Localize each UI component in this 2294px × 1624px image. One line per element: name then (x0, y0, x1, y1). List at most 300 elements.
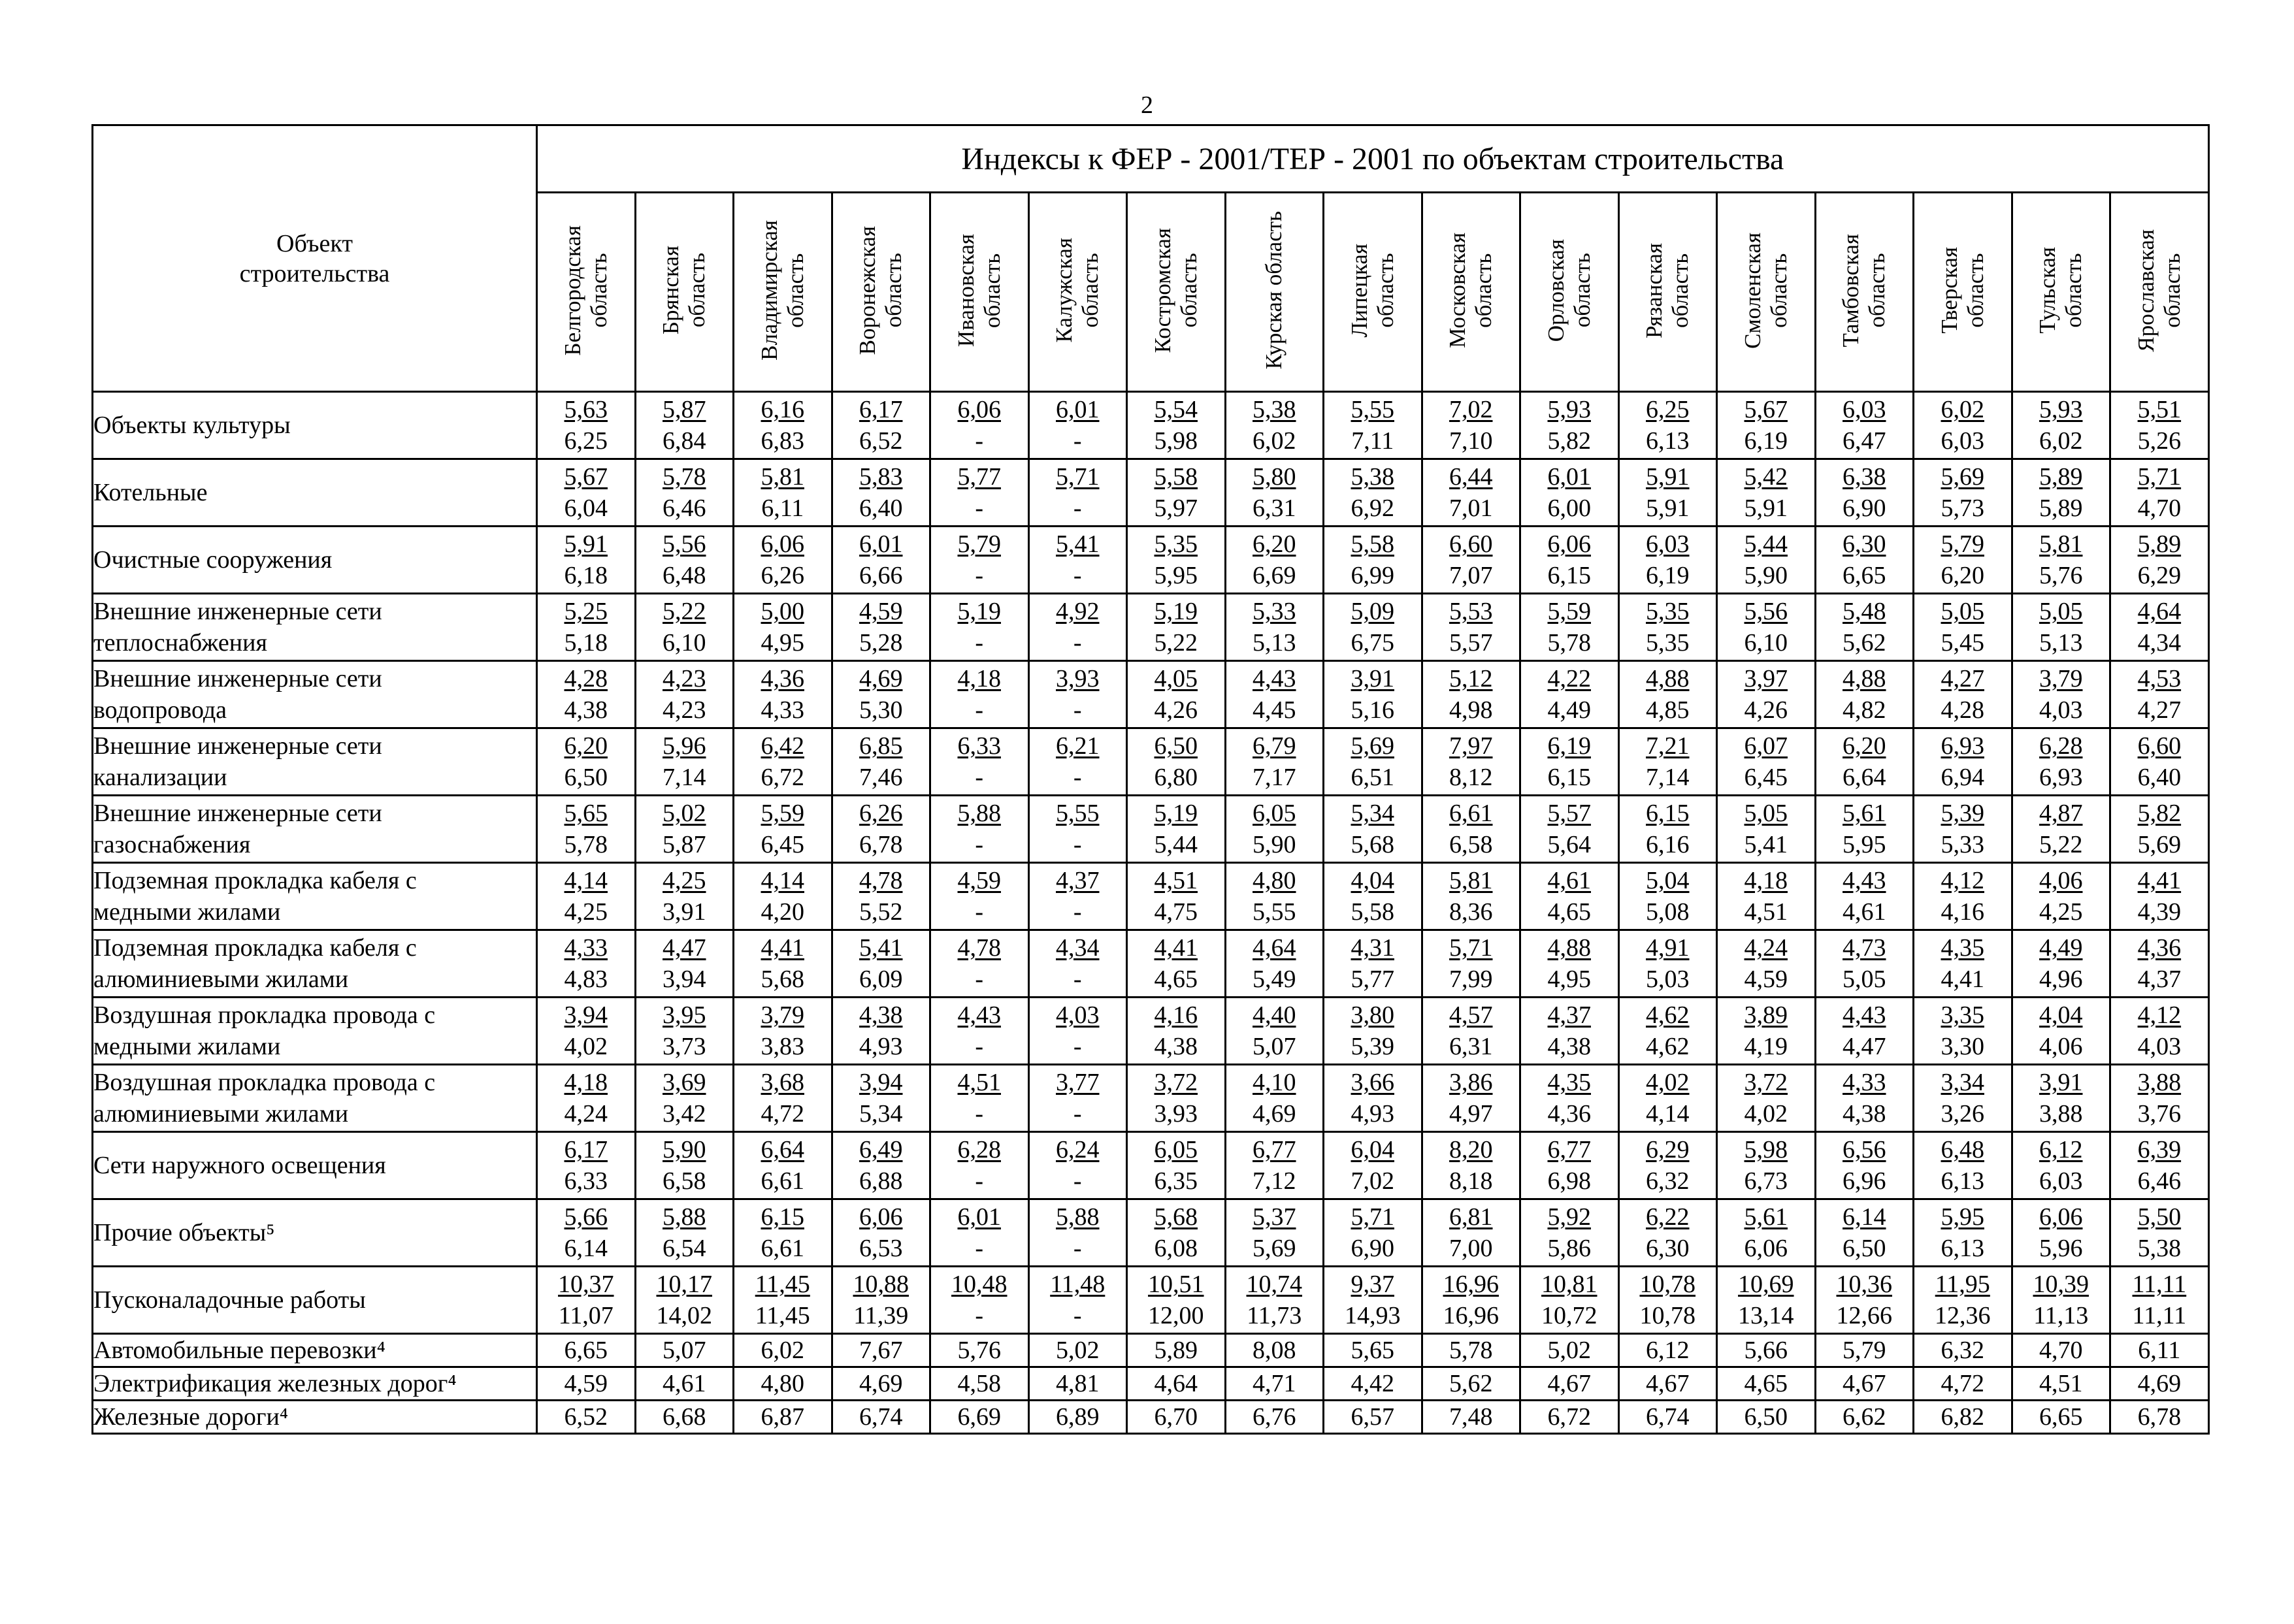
index-cell (537, 1199, 636, 1267)
index-cell (537, 459, 636, 527)
region-header (1324, 193, 1422, 392)
index-value-ter: 4,06 (2039, 1033, 2083, 1060)
index-value-fer: 10,69 (1738, 1271, 1794, 1298)
index-value-fer: 4,61 (1547, 867, 1591, 894)
index-value-fer: 3,35 (1941, 1001, 1984, 1029)
index-value-ter: 4,33 (761, 696, 804, 724)
table-row (93, 1334, 2209, 1367)
index-value-ter: 5,64 (1547, 831, 1591, 858)
index-value-fer: 6,33 (957, 732, 1001, 760)
index-value-ter: 6,15 (1547, 562, 1591, 589)
region-name: Тамбовская область (1838, 233, 1890, 348)
index-cell (1717, 1334, 1816, 1367)
index-value-ter: 5,90 (1253, 831, 1296, 858)
index-cell (1028, 527, 1127, 594)
index-value-fer: 3,69 (663, 1069, 706, 1096)
index-value-ter: 3,76 (2137, 1100, 2182, 1128)
index-value-fer: 4,16 (1154, 1001, 1198, 1029)
index-value-ter: - (975, 562, 984, 589)
index-value-fer: 5,05 (1941, 598, 1984, 625)
index-value-ter: 5,44 (1154, 831, 1198, 858)
index-value: 7,48 (1449, 1403, 1493, 1431)
index-cell (1127, 527, 1226, 594)
index-value-ter: 6,04 (564, 495, 608, 522)
index-value: 4,81 (1056, 1370, 1100, 1397)
index-value-ter: 5,95 (1843, 831, 1886, 858)
index-value-ter: 7,12 (1253, 1167, 1296, 1195)
index-cell (1324, 527, 1422, 594)
index-cell (1324, 1132, 1422, 1199)
index-value-ter: 5,96 (2039, 1235, 2083, 1262)
index-cell (1914, 930, 2012, 998)
index-value-ter: 6,15 (1547, 764, 1591, 791)
index-value: 5,79 (1843, 1337, 1886, 1364)
index-cell (537, 796, 636, 863)
index-value-fer: 4,02 (1646, 1069, 1690, 1096)
index-cell (1225, 1132, 1324, 1199)
index-value-ter: 4,20 (761, 898, 804, 926)
index-cell (1028, 661, 1127, 728)
table-row (93, 1367, 2209, 1401)
index-value-fer: 3,72 (1744, 1069, 1788, 1096)
index-value: 6,74 (1646, 1403, 1690, 1431)
index-value-fer: 6,81 (1449, 1203, 1493, 1231)
index-value-ter: 6,08 (1154, 1235, 1198, 1262)
index-cell (832, 1367, 930, 1401)
index-value-fer: 5,78 (663, 463, 706, 491)
region-header (1422, 193, 1520, 392)
index-value-fer: 3,93 (1056, 665, 1100, 692)
index-value: 4,72 (1941, 1370, 1984, 1397)
index-value-fer: 4,35 (1941, 934, 1984, 962)
index-cell (1815, 1367, 1914, 1401)
index-value-fer: 5,25 (564, 598, 608, 625)
index-value-ter: 4,93 (859, 1033, 903, 1060)
index-cell (537, 863, 636, 930)
table-row (93, 459, 2209, 527)
index-cell (1520, 998, 1619, 1065)
index-cell (1717, 1132, 1816, 1199)
index-value-ter: 5,13 (2039, 629, 2083, 657)
index-value: 4,42 (1351, 1370, 1394, 1397)
index-value-fer: 4,87 (2039, 800, 2083, 827)
index-cell (1914, 1334, 2012, 1367)
index-value-ter: 3,94 (663, 966, 706, 993)
index-value-ter: 6,53 (859, 1235, 903, 1262)
index-value-fer: 5,92 (1547, 1203, 1591, 1231)
index-value-fer: 3,88 (2137, 1069, 2182, 1096)
region-name: Ярославская область (2133, 229, 2185, 352)
index-value-fer: 4,40 (1253, 1001, 1296, 1029)
index-value-fer: 6,25 (1646, 396, 1690, 423)
index-value-fer: 5,98 (1744, 1136, 1788, 1163)
index-value-ter: 5,22 (2039, 831, 2083, 858)
index-cell (635, 1199, 734, 1267)
index-value-fer: 5,67 (1744, 396, 1788, 423)
index-cell (1127, 1199, 1226, 1267)
index-value: 7,67 (859, 1337, 903, 1364)
index-value-fer: 3,95 (663, 1001, 706, 1029)
index-value-ter: 12,00 (1148, 1302, 1204, 1329)
index-cell (1028, 392, 1127, 459)
index-value-fer: 4,14 (761, 867, 804, 894)
index-value-fer: 6,06 (1547, 530, 1591, 558)
index-cell (1127, 594, 1226, 661)
index-cell (537, 998, 636, 1065)
index-value-fer: 5,05 (2039, 598, 2083, 625)
index-value-ter: 5,28 (859, 629, 903, 657)
region-header (537, 193, 636, 392)
index-value-ter: 3,83 (761, 1033, 804, 1060)
index-cell (734, 1334, 832, 1367)
index-value-fer: 6,42 (761, 732, 804, 760)
index-value-fer: 4,59 (957, 867, 1001, 894)
index-value-fer: 6,17 (564, 1136, 608, 1163)
index-cell (1914, 863, 2012, 930)
index-value-ter: - (975, 764, 984, 791)
index-value-ter: 6,18 (564, 562, 608, 589)
index-value-fer: 7,02 (1449, 396, 1493, 423)
region-header (1618, 193, 1717, 392)
index-value-fer: 9,37 (1351, 1271, 1394, 1298)
region-header (1717, 193, 1816, 392)
index-cell (734, 728, 832, 796)
index-value-ter: 6,84 (663, 427, 706, 455)
index-value-ter: 6,40 (2137, 764, 2182, 791)
index-value-fer: 5,71 (2137, 463, 2182, 491)
region-header (1127, 193, 1226, 392)
index-cell (635, 392, 734, 459)
index-value-fer: 4,36 (2137, 934, 2182, 962)
index-cell (635, 796, 734, 863)
index-cell (832, 998, 930, 1065)
region-name: Рязанская область (1641, 242, 1694, 338)
index-value-fer: 5,67 (564, 463, 608, 491)
index-value-fer: 4,22 (1547, 665, 1591, 692)
index-value: 5,66 (1744, 1337, 1788, 1364)
index-value-fer: 3,79 (761, 1001, 804, 1029)
object-name: Внешние инженерные сети водопровода (93, 661, 537, 728)
index-value-fer: 4,78 (859, 867, 903, 894)
index-cell (1324, 1267, 1422, 1334)
index-value-ter: 6,20 (1941, 562, 1984, 589)
index-cell (734, 594, 832, 661)
index-value-fer: 3,80 (1351, 1001, 1394, 1029)
index-value-ter: 4,47 (1843, 1033, 1886, 1060)
index-value-fer: 4,88 (1547, 934, 1591, 962)
index-value-ter: 5,89 (2039, 495, 2083, 522)
index-value-fer: 4,43 (1253, 665, 1296, 692)
index-value-ter: 5,69 (1253, 1235, 1296, 1262)
index-cell (1225, 930, 1324, 998)
index-value-fer: 4,24 (1744, 934, 1788, 962)
index-cell (537, 1401, 636, 1434)
index-value-ter: 4,25 (564, 898, 608, 926)
index-value: 6,74 (859, 1403, 903, 1431)
index-value-ter: 5,78 (564, 831, 608, 858)
index-value-fer: 10,36 (1836, 1271, 1892, 1298)
index-value-ter: 3,26 (1941, 1100, 1984, 1128)
index-cell (734, 863, 832, 930)
index-cell (832, 392, 930, 459)
index-cell (734, 1199, 832, 1267)
index-value-fer: 10,39 (2033, 1271, 2089, 1298)
object-name: Воздушная прокладка провода с алюминиевыми жилами (93, 1065, 537, 1132)
index-value: 5,07 (663, 1337, 706, 1364)
index-value-ter: 6,61 (761, 1167, 804, 1195)
index-value-ter: 6,35 (1154, 1167, 1198, 1195)
index-cell (734, 930, 832, 998)
index-cell (930, 1334, 1029, 1367)
index-value-ter: 4,69 (1253, 1100, 1296, 1128)
index-value-fer: 6,60 (1449, 530, 1493, 558)
index-value-fer: 6,49 (859, 1136, 903, 1163)
index-cell (1815, 1065, 1914, 1132)
index-value-ter: 5,52 (859, 898, 903, 926)
region-name: Тульская область (2035, 247, 2087, 334)
index-cell (1127, 392, 1226, 459)
index-value-fer: 5,50 (2137, 1203, 2182, 1231)
index-cell (832, 796, 930, 863)
index-cell (1028, 930, 1127, 998)
index-cell (1225, 796, 1324, 863)
index-value-ter: 6,11 (761, 495, 804, 522)
index-cell (1127, 459, 1226, 527)
index-value-fer: 4,36 (761, 665, 804, 692)
index-value-ter: 5,34 (859, 1100, 903, 1128)
index-value-ter: 4,03 (2039, 696, 2083, 724)
region-name: Костромская область (1149, 227, 1202, 353)
index-cell (1225, 1401, 1324, 1434)
index-value-fer: 5,93 (2039, 396, 2083, 423)
index-cell (2110, 1334, 2209, 1367)
index-cell (1717, 392, 1816, 459)
index-cell (1914, 796, 2012, 863)
index-cell (635, 863, 734, 930)
index-cell (2110, 998, 2209, 1065)
table-row (93, 1132, 2209, 1199)
index-cell (1815, 1132, 1914, 1199)
index-cell (1028, 1065, 1127, 1132)
index-cell (1028, 1132, 1127, 1199)
index-value-ter: 5,49 (1253, 966, 1296, 993)
index-value-ter: 6,50 (1843, 1235, 1886, 1262)
index-value: 5,62 (1449, 1370, 1493, 1397)
index-value-ter: 6,58 (1449, 831, 1493, 858)
index-value: 4,65 (1744, 1370, 1788, 1397)
index-cell (635, 527, 734, 594)
index-cell (930, 930, 1029, 998)
index-cell (1028, 459, 1127, 527)
index-value-fer: 11,45 (755, 1271, 810, 1298)
index-value-fer: 6,56 (1843, 1136, 1886, 1163)
index-value-fer: 4,43 (1843, 1001, 1886, 1029)
table-row (93, 728, 2209, 796)
index-value-fer: 5,79 (957, 530, 1001, 558)
index-value-fer: 4,12 (1941, 867, 1984, 894)
index-cell (1815, 796, 1914, 863)
index-value-fer: 6,77 (1253, 1136, 1296, 1163)
index-cell (1815, 1334, 1914, 1367)
index-value-ter: 6,29 (2137, 562, 2182, 589)
index-cell (1225, 1199, 1324, 1267)
region-name: Калужская область (1051, 238, 1104, 343)
index-cell (1127, 661, 1226, 728)
index-value-ter: 4,65 (1547, 898, 1591, 926)
index-cell (2110, 527, 2209, 594)
index-value-ter: 5,68 (1351, 831, 1394, 858)
index-cell (1028, 1334, 1127, 1367)
index-cell (734, 1367, 832, 1401)
index-value-ter: - (1073, 898, 1082, 926)
index-cell (1422, 1401, 1520, 1434)
index-value-fer: 6,01 (957, 1203, 1001, 1231)
index-value-fer: 5,89 (2137, 530, 2182, 558)
index-value-ter: - (975, 427, 984, 455)
index-value-fer: 4,88 (1843, 665, 1886, 692)
index-value-fer: 5,22 (663, 598, 706, 625)
index-value-ter: 6,92 (1351, 495, 1394, 522)
index-value-fer: 4,51 (1154, 867, 1198, 894)
index-value-fer: 5,61 (1744, 1203, 1788, 1231)
index-value-ter: 6,10 (663, 629, 706, 657)
index-cell (832, 728, 930, 796)
index-cell (537, 1132, 636, 1199)
index-value-fer: 4,43 (957, 1001, 1001, 1029)
index-value-fer: 10,88 (853, 1271, 909, 1298)
table-row (93, 1267, 2209, 1334)
index-value-ter: 5,22 (1154, 629, 1198, 657)
index-value-fer: 5,69 (1941, 463, 1984, 491)
index-value-fer: 10,48 (951, 1271, 1008, 1298)
index-value-ter: - (1073, 629, 1082, 657)
object-name: Подземная прокладка кабеля с медными жилами (93, 863, 537, 930)
index-value-ter: 4,23 (663, 696, 706, 724)
index-value-ter: 6,64 (1843, 764, 1886, 791)
region-header (1914, 193, 2012, 392)
index-cell (1717, 1267, 1816, 1334)
index-value-ter: 4,96 (2039, 966, 2083, 993)
index-value-fer: 6,02 (1941, 396, 1984, 423)
index-value-ter: 7,01 (1449, 495, 1493, 522)
index-cell (1815, 459, 1914, 527)
index-value-fer: 4,18 (957, 665, 1001, 692)
index-value-ter: 5,78 (1547, 629, 1591, 657)
index-cell (1324, 998, 1422, 1065)
index-value-ter: 4,75 (1154, 898, 1198, 926)
index-cell (832, 459, 930, 527)
index-value-fer: 3,94 (564, 1001, 608, 1029)
index-value-fer: 4,62 (1646, 1001, 1690, 1029)
index-cell (2012, 1334, 2110, 1367)
index-value-fer: 4,38 (859, 1001, 903, 1029)
table-row (93, 392, 2209, 459)
index-value: 4,70 (2039, 1337, 2083, 1364)
index-value-ter: 11,73 (1247, 1302, 1302, 1329)
index-cell (1618, 1267, 1717, 1334)
index-cell (2012, 728, 2110, 796)
index-value-ter: 6,48 (663, 562, 706, 589)
index-value-fer: 4,05 (1154, 665, 1198, 692)
index-value-fer: 3,34 (1941, 1069, 1984, 1096)
index-value-ter: 4,37 (2137, 966, 2182, 993)
index-value-ter: 6,06 (1744, 1235, 1788, 1262)
index-cell (1028, 1267, 1127, 1334)
index-value: 6,11 (2138, 1337, 2181, 1364)
index-cell (1028, 1401, 1127, 1434)
index-value-fer: 6,77 (1547, 1136, 1591, 1163)
index-cell (832, 1132, 930, 1199)
index-cell (832, 1401, 930, 1434)
index-value: 6,68 (663, 1403, 706, 1431)
index-value-fer: 5,80 (1253, 463, 1296, 491)
region-name: Курская область (1261, 211, 1287, 370)
index-cell (832, 1199, 930, 1267)
index-value-fer: 5,55 (1351, 396, 1394, 423)
index-value-fer: 5,42 (1744, 463, 1788, 491)
index-value-fer: 5,90 (663, 1136, 706, 1163)
index-cell (1618, 1334, 1717, 1367)
index-value-ter: 8,18 (1449, 1167, 1493, 1195)
index-value-fer: 10,74 (1246, 1271, 1302, 1298)
index-value-ter: 4,72 (761, 1100, 804, 1128)
index-value-fer: 6,38 (1843, 463, 1886, 491)
index-value-fer: 6,04 (1351, 1136, 1394, 1163)
index-value-fer: 6,01 (859, 530, 903, 558)
index-cell (1618, 728, 1717, 796)
index-cell (1225, 594, 1324, 661)
index-value-fer: 6,19 (1547, 732, 1591, 760)
index-value-ter: 6,00 (1547, 495, 1591, 522)
index-value-ter: 5,91 (1646, 495, 1690, 522)
index-cell (1618, 1065, 1717, 1132)
index-value-ter: 4,61 (1843, 898, 1886, 926)
index-cell (1618, 1132, 1717, 1199)
index-cell (2012, 930, 2110, 998)
index-value-fer: 5,41 (1056, 530, 1100, 558)
index-value-ter: 5,57 (1449, 629, 1493, 657)
index-value-ter: 7,07 (1449, 562, 1493, 589)
index-value-fer: 4,73 (1843, 934, 1886, 962)
table-row (93, 1401, 2209, 1434)
index-cell (1815, 527, 1914, 594)
index-cell (1717, 930, 1816, 998)
index-cell (635, 1132, 734, 1199)
index-cell (635, 1401, 734, 1434)
index-value-ter: 5,38 (2137, 1235, 2182, 1262)
index-value-fer: 5,39 (1941, 800, 1984, 827)
index-value-fer: 10,81 (1541, 1271, 1598, 1298)
index-cell (1028, 1367, 1127, 1401)
index-value-fer: 5,33 (1253, 598, 1296, 625)
index-cell (1717, 527, 1816, 594)
index-value-fer: 6,21 (1056, 732, 1100, 760)
index-value-ter: - (975, 831, 984, 858)
index-value-fer: 5,65 (564, 800, 608, 827)
index-value-ter: 10,72 (1541, 1302, 1598, 1329)
index-value-fer: 4,28 (564, 665, 608, 692)
index-value: 4,67 (1843, 1370, 1886, 1397)
index-value: 5,89 (1154, 1337, 1198, 1364)
index-value-fer: 4,27 (1941, 665, 1984, 692)
index-cell (930, 1401, 1029, 1434)
index-value-fer: 4,41 (761, 934, 804, 962)
index-value-ter: 6,75 (1351, 629, 1394, 657)
index-value-fer: 5,56 (663, 530, 706, 558)
index-cell (2110, 1132, 2209, 1199)
index-value-ter: 3,30 (1941, 1033, 1984, 1060)
index-cell (635, 1334, 734, 1367)
